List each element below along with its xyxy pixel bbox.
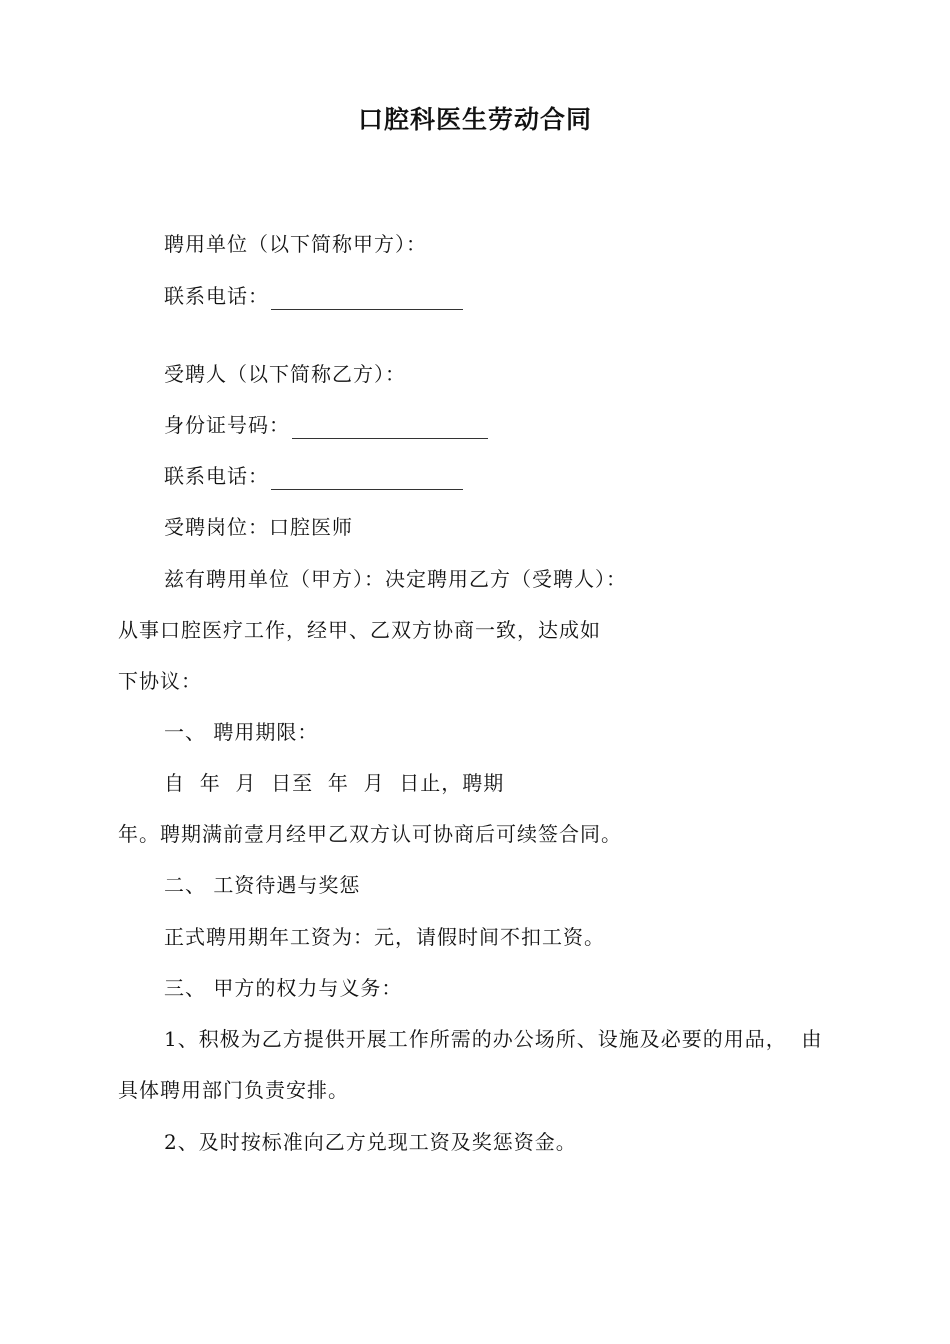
position-line: 受聘岗位：口腔医师	[164, 515, 353, 539]
section3-heading: 三、 甲方的权力与义务：	[164, 976, 403, 1000]
employer-phone-label: 联系电话：	[164, 284, 269, 308]
id-number-blank	[292, 418, 488, 439]
section3-item1-line-2: 具体聘用部门负责安排。	[118, 1078, 349, 1102]
section2-line-1: 正式聘用期年工资为：元，请假时间不扣工资。	[164, 925, 605, 949]
employee-label: 受聘人（以下简称乙方）：	[164, 362, 406, 386]
section1-line-1: 自 年 月 日至 年 月 日止，聘期	[164, 771, 505, 795]
id-number-label: 身份证号码：	[164, 413, 290, 437]
id-number-row	[164, 411, 488, 439]
section1-line-2: 年。聘期满前壹月经甲乙双方认可协商后可续签合同。	[118, 822, 622, 846]
intro-line-2: 从事口腔医疗工作，经甲、乙双方协商一致，达成如	[118, 618, 601, 642]
employer-label: 聘用单位（以下简称甲方）：	[164, 232, 427, 256]
employer-phone-row	[164, 282, 463, 310]
employee-phone-row	[164, 462, 463, 490]
section3-item2: 2、及时按标准向乙方兑现工资及奖惩资金。	[164, 1130, 577, 1154]
document-title: 口腔科医生劳动合同	[357, 105, 592, 134]
employer-phone-blank	[271, 289, 463, 310]
employee-phone-label: 联系电话：	[164, 464, 269, 488]
intro-line-3: 下协议：	[118, 669, 202, 693]
intro-line-1: 兹有聘用单位（甲方）：决定聘用乙方（受聘人）：	[164, 567, 627, 591]
section3-item1-line-1: 1、积极为乙方提供开展工作所需的办公场所、设施及必要的用品， 由	[164, 1027, 823, 1051]
section1-heading: 一、 聘用期限：	[164, 720, 319, 744]
section2-heading: 二、 工资待遇与奖惩	[164, 873, 361, 897]
employee-phone-blank	[271, 469, 463, 490]
